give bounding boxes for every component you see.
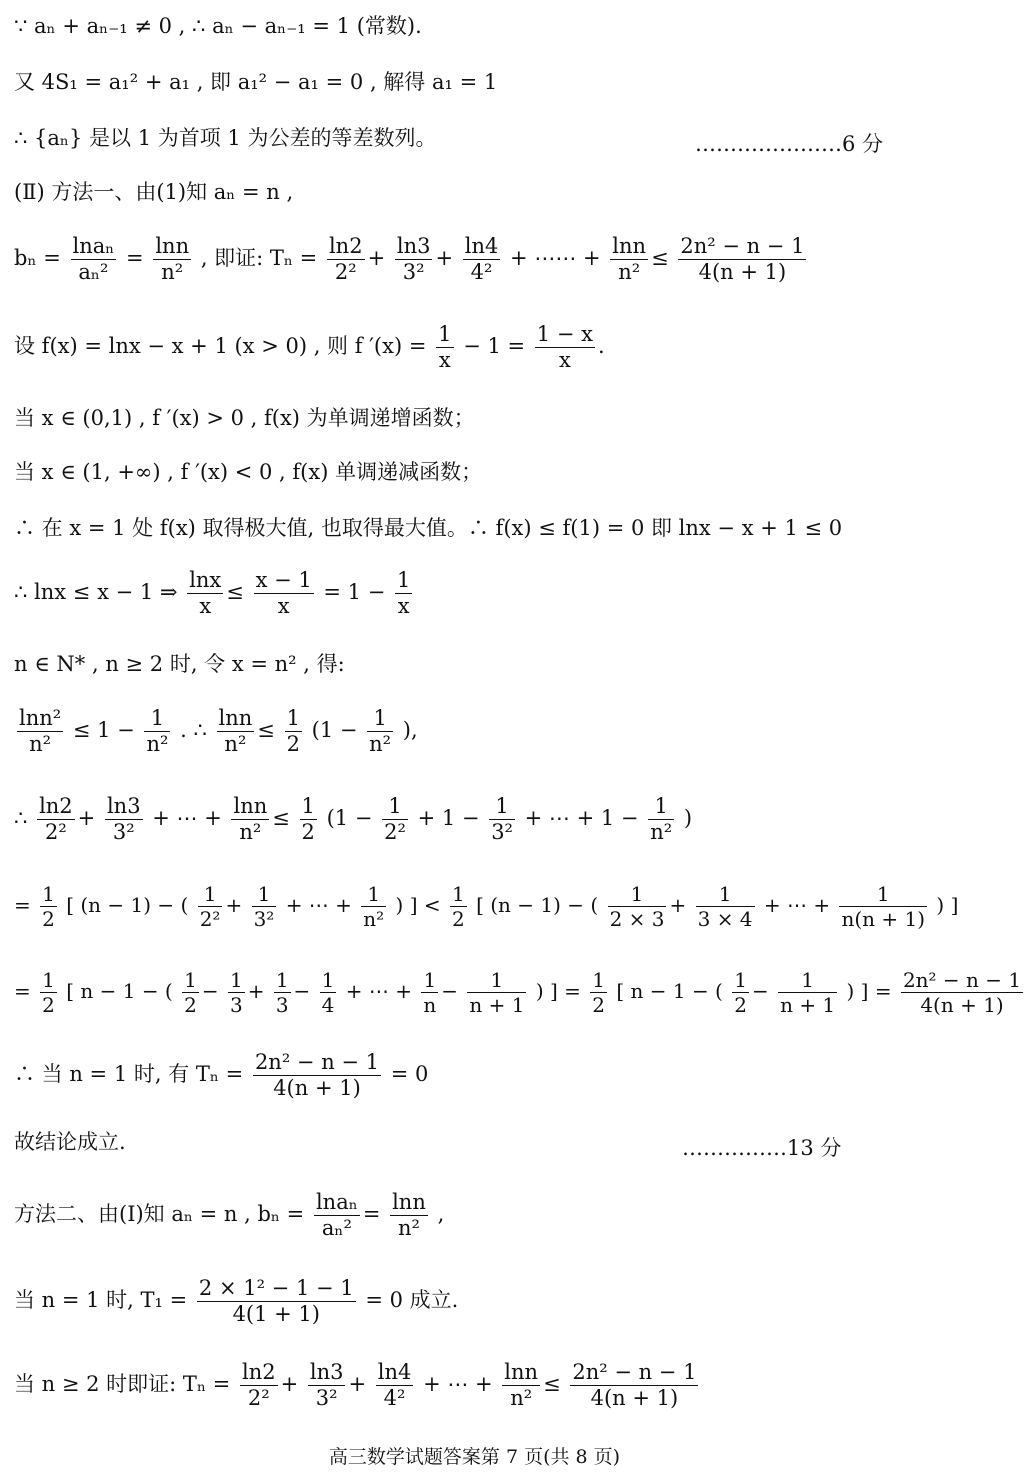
- fraction: [732, 970, 749, 1015]
- fraction: [361, 884, 386, 929]
- fraction: [395, 236, 433, 283]
- numerator: 1: [734, 968, 747, 992]
- numerator: ln3: [309, 1360, 344, 1384]
- text: ≤ 1 −: [72, 718, 135, 742]
- fraction: [327, 236, 365, 283]
- fraction: [610, 236, 648, 283]
- numerator: ln3: [106, 794, 141, 818]
- denominator: 2²: [44, 820, 67, 844]
- denominator: 2²: [384, 820, 406, 844]
- fraction: [144, 708, 170, 755]
- denominator: 4²: [383, 1386, 406, 1410]
- page-footer: 高三数学试题答案第 7 页(共 8 页): [328, 1446, 621, 1468]
- fraction: [367, 708, 393, 755]
- numerator: 1: [286, 706, 300, 730]
- text: + ⋯ +: [152, 806, 222, 830]
- fraction: [285, 708, 302, 755]
- line-4: [14, 182, 293, 203]
- denominator: 4(n + 1): [273, 1076, 361, 1100]
- fraction: [778, 970, 837, 1015]
- fraction: [252, 884, 277, 929]
- numerator: ln3: [396, 234, 431, 258]
- denominator: n²: [398, 1216, 420, 1240]
- denominator: n²: [161, 260, 184, 284]
- numerator: lnn: [155, 234, 190, 258]
- denominator: 2: [42, 907, 55, 931]
- fraction: [71, 236, 117, 283]
- text: 当 n ≥ 2 时即证: Tₙ =: [14, 1372, 231, 1396]
- fraction: [390, 1192, 428, 1239]
- denominator: 2: [734, 993, 747, 1017]
- fraction: [187, 570, 223, 617]
- numerator: 2 × 1² − 1 − 1: [198, 1276, 354, 1300]
- numerator: 1: [367, 708, 393, 732]
- fraction: [254, 570, 314, 617]
- line-1-text: ∵ aₙ + aₙ₋₁ ≠ 0 , ∴ aₙ − aₙ₋₁ = 1 (常数).: [14, 14, 422, 38]
- fraction: [182, 970, 199, 1015]
- fraction: [231, 796, 269, 843]
- text: [ (n − 1) − (: [66, 893, 189, 917]
- text: [ n − 1 − (: [616, 979, 723, 1003]
- line-3-text: ∴ {aₙ} 是以 1 为首项 1 为公差的等差数列。: [14, 126, 437, 150]
- numerator: x − 1: [255, 568, 312, 592]
- denominator: 2: [184, 993, 197, 1017]
- denominator: 2: [451, 907, 465, 931]
- numerator: 2n² − n − 1: [902, 968, 1022, 992]
- denominator: n(n + 1): [841, 907, 926, 931]
- text: ) ] =: [535, 979, 581, 1003]
- denominator: aₙ²: [321, 1216, 352, 1240]
- denominator: n: [423, 993, 437, 1017]
- numerator: 1: [275, 968, 289, 992]
- fraction: [153, 236, 191, 283]
- line-8: [14, 462, 482, 483]
- text: ): [683, 806, 693, 830]
- fraction: [590, 970, 607, 1015]
- score-6: …………………6 分: [695, 132, 884, 156]
- denominator: x: [438, 348, 451, 372]
- text: + ⋯ +: [285, 893, 352, 917]
- numerator: lnn: [612, 234, 647, 258]
- fraction: [901, 970, 1023, 1015]
- fraction: [40, 884, 57, 929]
- fraction: [395, 570, 412, 617]
- text: 当 n = 1 时, T₁ =: [14, 1288, 188, 1312]
- fraction: [839, 884, 927, 929]
- text: = 1 −: [323, 580, 386, 604]
- line-1: [14, 16, 422, 37]
- text: ∴ 当 n = 1 时, 有 Tₙ =: [14, 1062, 244, 1086]
- numerator: 1: [198, 884, 223, 907]
- fraction: [217, 708, 255, 755]
- denominator: 2²: [247, 1386, 270, 1410]
- numerator: 1: [421, 970, 438, 993]
- text: = 0: [390, 1062, 429, 1086]
- fraction: [467, 970, 526, 1015]
- fraction: [535, 324, 595, 371]
- fraction: [197, 1278, 356, 1325]
- fraction: [382, 796, 408, 843]
- numerator: ln2: [241, 1360, 276, 1384]
- numerator: 1: [592, 968, 605, 992]
- line-3: [14, 128, 436, 149]
- denominator: 4(n + 1): [590, 1386, 679, 1410]
- fraction: [450, 884, 467, 929]
- denominator: n²: [363, 907, 385, 931]
- line-6: 设 f(x) = lnx − x + 1 (x > 0) , 则 f ′(x) = $\frac{1}{x}$ − 1 = $\frac{1 - x}{x}$ .: [14, 322, 605, 372]
- numerator: 1: [42, 968, 55, 992]
- text: , 即证: Tₙ =: [200, 246, 318, 270]
- numerator: lnn: [218, 706, 253, 730]
- line-5: bₙ = $\frac{\text{lnaₙ}}{\text{aₙ²}}$ = $\frac{\ln n}{\text{n²}}$ , 即证: Tₙ = $\frac{\ln 2}{\text{2²}}$ + $\frac{\ln 3}{\text{3²}}$ + $\frac{\ln 4}{\text{4²}}$ + ⋯⋯ + $\frac{\ln n}{\text{n²}}$ ≤ $\frac{\text{2n² − n − 1}}{4(n + 1)}$: [14, 234, 805, 284]
- denominator: n + 1: [780, 993, 836, 1017]
- line-19: [14, 1278, 458, 1325]
- fraction: [308, 1362, 346, 1409]
- denominator: x: [277, 594, 290, 618]
- fraction: [421, 970, 438, 1015]
- line-12: $\frac{\text{lnn²}}{\text{n²}}$ ≤ 1 − $\frac{1}{\text{n²}}$ . ∴ $\frac{\ln n}{\text{n²}}$ ≤ $\frac{1}{2}$ (1 − $\frac{1}{\text{n²}}$ ),: [19, 706, 418, 756]
- numerator: 1: [451, 882, 465, 906]
- denominator: 4: [321, 993, 335, 1017]
- numerator: 1: [361, 884, 386, 907]
- text: + ⋯ +: [345, 979, 412, 1003]
- denominator: aₙ²: [78, 260, 109, 284]
- text: =: [14, 979, 31, 1003]
- line-9-text: ∴ 在 x = 1 处 f(x) 取得极大值, 也取得最大值。∴ f(x) ≤ f(1) = 0 即 lnx − x + 1 ≤ 0: [14, 516, 843, 540]
- line-14: = $\frac{1}{2}$ [ (n − 1) − ( $\frac{1}{\text{2²}}$ + $\frac{1}{\text{3²}}$ + ⋯ + $\frac{1}{\text{n²}}$ ) ] < $\frac{1}{2}$ [ (n − 1) − ( $\frac{1}{2 \times 3}$ + $\frac{1}{3 \times 4}$ + ⋯ + $\frac{1}{n(n + 1)}$ ) ]: [14, 882, 959, 931]
- denominator: 3²: [315, 1386, 338, 1410]
- line-10: ∴ lnx ≤ x − 1 ⇒ $\frac{\ln x}{x}$ ≤ $\frac{x - 1}{x}$ = 1 − $\frac{1}{x}$: [14, 568, 411, 618]
- line-11-text: n ∈ N* , n ≥ 2 时, 令 x = n² , 得:: [14, 652, 345, 676]
- fraction: [274, 970, 291, 1015]
- line-8-text: 当 x ∈ (1, +∞) , f ′(x) < 0 , f(x) 单调递减函数；: [14, 460, 483, 484]
- text: (1 −: [326, 806, 373, 830]
- denominator: n²: [29, 732, 52, 756]
- text: =: [14, 893, 31, 917]
- denominator: 3²: [491, 820, 513, 844]
- fraction: [608, 884, 667, 929]
- numerator: 1: [438, 322, 452, 346]
- text: − 1 =: [463, 334, 526, 358]
- line-16: [14, 1052, 428, 1099]
- text: ) ] <: [395, 893, 441, 917]
- text: + ⋯ +: [763, 893, 831, 917]
- text: 设 f(x) = lnx − x + 1 (x > 0) , 则 f ′(x) =: [14, 334, 427, 358]
- line-7-text: 当 x ∈ (0,1) , f ′(x) > 0 , f(x) 为单调递增函数；: [14, 406, 475, 430]
- fraction: [696, 884, 755, 929]
- denominator: 3 × 4: [697, 907, 753, 931]
- numerator: 2n² − n − 1: [680, 234, 805, 258]
- text: (1 −: [311, 718, 358, 742]
- numerator: lnn²: [19, 706, 62, 730]
- text: + ⋯ + 1 −: [524, 806, 639, 830]
- fraction: [436, 324, 453, 371]
- fraction: [300, 796, 317, 843]
- line-17-text: 故结论成立.: [14, 1130, 126, 1154]
- text: ∴: [14, 806, 28, 830]
- numerator: 1: [696, 884, 755, 907]
- denominator: 2: [592, 993, 605, 1017]
- denominator: 3²: [402, 260, 425, 284]
- line-18: 方法二、由(Ⅰ)知 aₙ = n , bₙ = $\frac{\text{lnaₙ}}{\text{aₙ²}}$ = $\frac{\ln n}{\text{n²}}$ ,: [14, 1190, 445, 1240]
- text: = 0 成立.: [365, 1288, 459, 1312]
- line-11: [14, 654, 345, 675]
- numerator: 2n² − n − 1: [254, 1050, 380, 1074]
- numerator: lnn: [392, 1190, 426, 1214]
- fraction: [678, 236, 806, 283]
- numerator: 1: [229, 968, 243, 992]
- numerator: 1: [382, 796, 408, 820]
- fraction: [320, 970, 337, 1015]
- denominator: n²: [239, 820, 262, 844]
- numerator: 1: [144, 708, 170, 732]
- numerator: 1: [489, 796, 515, 820]
- denominator: 3²: [112, 820, 135, 844]
- numerator: 1: [42, 882, 55, 906]
- denominator: 3: [275, 993, 289, 1017]
- denominator: x: [558, 348, 571, 372]
- score-13: ……………13 分: [682, 1136, 842, 1160]
- denominator: n²: [510, 1386, 533, 1410]
- denominator: n²: [618, 260, 641, 284]
- fraction: [489, 796, 515, 843]
- text: + ⋯⋯ +: [510, 246, 601, 270]
- fraction: [376, 1362, 414, 1409]
- text: 方法二、由(Ⅰ)知 aₙ = n , bₙ =: [14, 1202, 305, 1226]
- numerator: 1: [184, 968, 197, 992]
- denominator: x: [397, 594, 410, 618]
- denominator: n²: [224, 732, 247, 756]
- numerator: ln4: [464, 234, 499, 258]
- line-20: 当 n ≥ 2 时即证: Tₙ = $\frac{\ln 2}{\text{2²}}$ + $\frac{\ln 3}{\text{3²}}$ + $\frac{\ln 4}{\text{4²}}$ + ⋯ + $\frac{\ln n}{\text{n²}}$ ≤ $\frac{\text{2n² − n − 1}}{4(n + 1)}$: [14, 1360, 697, 1410]
- line-9: [14, 518, 842, 539]
- denominator: 3: [229, 993, 243, 1017]
- line-2-text: 又 4S₁ = a₁² + a₁ , 即 a₁² − a₁ = 0 , 解得 a₁ = 1: [14, 70, 498, 94]
- numerator: 1: [608, 884, 667, 907]
- numerator: ln2: [39, 794, 73, 818]
- text: bₙ =: [14, 246, 61, 270]
- denominator: 4²: [470, 260, 493, 284]
- text: =: [126, 246, 144, 270]
- line-7: [14, 408, 475, 429]
- text: ) ]: [936, 893, 959, 917]
- text: [ (n − 1) − (: [476, 893, 599, 917]
- denominator: 4(n + 1): [698, 260, 787, 284]
- denominator: n²: [146, 732, 169, 756]
- denominator: n²: [650, 820, 673, 844]
- numerator: 1: [321, 968, 335, 992]
- fraction: [105, 796, 143, 843]
- numerator: lnn: [504, 1360, 539, 1384]
- text: . ∴: [180, 718, 207, 742]
- fraction: [253, 1052, 381, 1099]
- fraction: [463, 236, 501, 283]
- numerator: 1 − x: [536, 322, 593, 346]
- line-13: ∴ $\frac{\ln 2}{\text{2²}}$ + $\frac{\ln 3}{\text{3²}}$ + ⋯ + $\frac{\ln n}{\text{n²}}$ ≤ $\frac{1}{2}$ (1 − $\frac{1}{\text{2²}}$ + 1 − $\frac{1}{\text{3²}}$ + ⋯ + 1 − $\frac{1}{\text{n²}}$ ): [14, 794, 693, 844]
- line-17: [14, 1132, 126, 1153]
- line-2: [14, 72, 497, 93]
- fraction: [240, 1362, 278, 1409]
- numerator: 1: [252, 884, 277, 907]
- denominator: 2: [286, 732, 300, 756]
- numerator: lnaₙ: [72, 234, 115, 258]
- denominator: x: [199, 594, 212, 618]
- text: ),: [402, 718, 418, 742]
- line-15: = $\frac{1}{2}$ [ n − 1 − ( $\frac{1}{2}$ − $\frac{1}{3}$ + $\frac{1}{3}$ − $\frac{1}{4}$ + ⋯ + $\frac{1}{n}$ − $\frac{1}{n + 1}$ ) ] = $\frac{1}{2}$ [ n − 1 − ( $\frac{1}{2}$ − $\frac{1}{n + 1}$ ) ] = $\frac{\text{2n² − n − 1}}{4(n + 1)}$: [14, 968, 1022, 1017]
- numerator: 2n² − n − 1: [572, 1360, 697, 1384]
- line-4-text: (Ⅱ) 方法一、由(1)知 aₙ = n ,: [14, 180, 294, 204]
- fraction: [570, 1362, 698, 1409]
- denominator: 2 × 3: [609, 907, 665, 931]
- fraction: [228, 970, 245, 1015]
- denominator: 2²: [334, 260, 357, 284]
- denominator: n + 1: [469, 993, 525, 1017]
- fraction: [40, 970, 57, 1015]
- denominator: 4(n + 1): [920, 993, 1004, 1017]
- denominator: n²: [369, 732, 392, 756]
- numerator: ln2: [328, 234, 363, 258]
- denominator: 2: [301, 820, 315, 844]
- denominator: 4(1 + 1): [232, 1302, 320, 1326]
- fraction: [648, 796, 674, 843]
- text: + 1 −: [417, 806, 480, 830]
- denominator: 2²: [199, 907, 221, 931]
- fraction: [314, 1192, 360, 1239]
- denominator: 2: [42, 993, 55, 1017]
- numerator: 1: [648, 796, 674, 820]
- numerator: lnaₙ: [315, 1190, 358, 1214]
- numerator: 1: [301, 794, 315, 818]
- numerator: 1: [778, 970, 837, 993]
- fraction: [502, 1362, 540, 1409]
- fraction: [37, 796, 75, 843]
- text: ) ] =: [846, 979, 892, 1003]
- denominator: 3²: [253, 907, 275, 931]
- fraction: [198, 884, 223, 929]
- numerator: 1: [397, 568, 411, 592]
- fraction: [17, 708, 63, 755]
- numerator: ln4: [377, 1360, 412, 1384]
- numerator: 1: [467, 970, 526, 993]
- text: + ⋯ +: [423, 1372, 493, 1396]
- numerator: lnx: [189, 568, 222, 592]
- text: ∴ lnx ≤ x − 1 ⇒: [14, 580, 178, 604]
- text: ,: [437, 1202, 445, 1226]
- numerator: lnn: [233, 794, 268, 818]
- numerator: 1: [839, 884, 927, 907]
- text: [ n − 1 − (: [66, 979, 173, 1003]
